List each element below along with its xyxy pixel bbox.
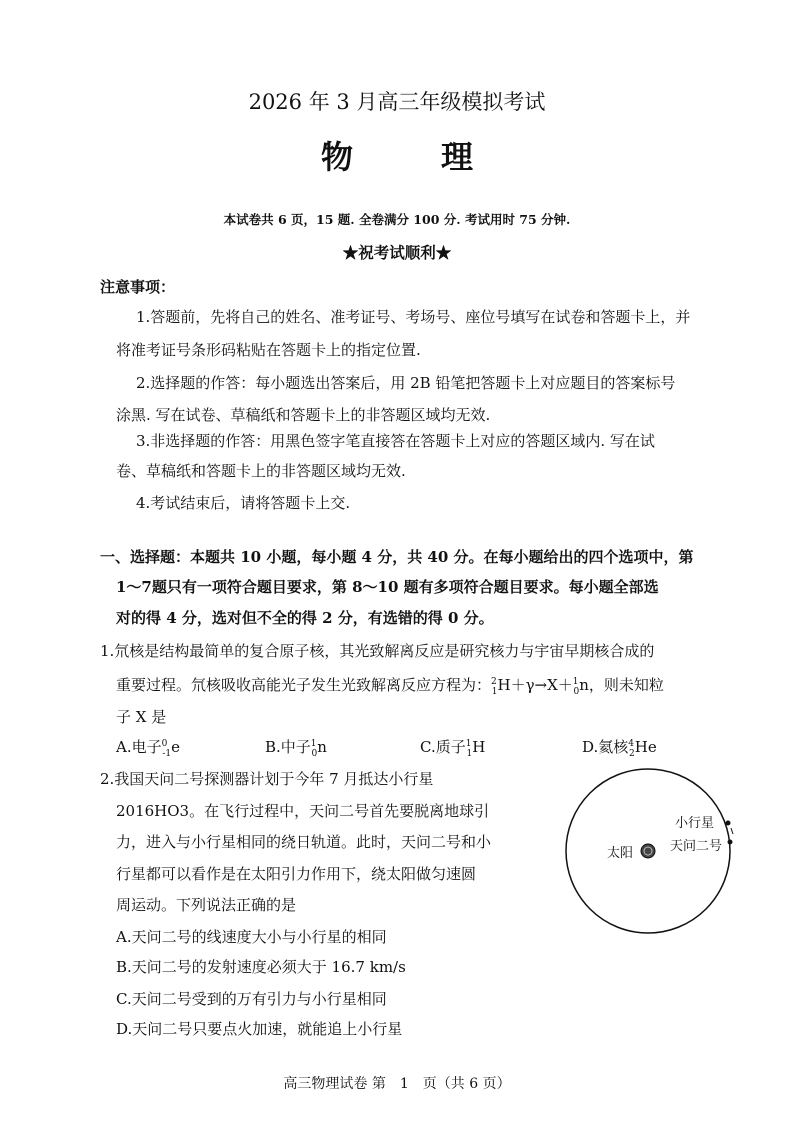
q2-option-b: B.天问二号的发射速度必须大于 16.7 km/s bbox=[116, 958, 406, 976]
section-heading-line: 对的得 4 分，选对但不全的得 2 分，有选错的得 0 分。 bbox=[116, 609, 494, 627]
deuterium-symbol: $^2_1$ bbox=[491, 677, 498, 697]
q2-stem-line: 2.我国天问二号探测器计划于今年 7 月抵达小行星 bbox=[100, 770, 434, 788]
q1-equation: H＋γ→X＋ bbox=[497, 676, 573, 694]
q2-stem-line: 2016HO3。在飞行过程中，天问二号首先要脱离地球引 bbox=[116, 802, 490, 820]
section-heading-line: 1～7题只有一项符合题目要求，第 8～10 题有多项符合题目要求。每小题全部选 bbox=[116, 578, 659, 596]
q2-option-d: D.天问二号只要点火加速，就能追上小行星 bbox=[116, 1020, 403, 1038]
section-heading: 一、选择题：本题共 10 小题，每小题 4 分，共 40 分。在每小题给出的四个选项中，第 bbox=[100, 548, 694, 566]
notes-heading: 注意事项： bbox=[100, 278, 176, 296]
sun-label: 太阳 bbox=[607, 846, 634, 861]
q2-stem-line: 力，进入与小行星相同的绕日轨道。此时，天问二号和小 bbox=[116, 833, 492, 851]
neutron-symbol: $^1_0$ bbox=[572, 677, 580, 697]
q1-stem-line: 子 X 是 bbox=[116, 708, 167, 726]
sun-icon bbox=[641, 844, 655, 858]
notes-line: 4.考试结束后，请将答题卡上交. bbox=[136, 494, 351, 512]
good-luck-banner: ★祝考试顺利★ bbox=[342, 243, 452, 262]
notes-line: 2.选择题的作答：每小题选出答案后，用 2B 铅笔把答题卡上对应题目的答案标号 bbox=[136, 374, 676, 392]
asteroid-label: 小行星 bbox=[675, 816, 715, 831]
q1-stem-line bbox=[116, 674, 664, 697]
q1-stem-text: n，则未知粒 bbox=[579, 676, 664, 694]
q1-stem-text: 重要过程。氘核吸收高能光子发生光致解离反应方程为： bbox=[116, 676, 492, 694]
q1-option-b: B.中子$^1_0$n bbox=[265, 738, 327, 759]
q2-stem-line: 行星都可以看作是在太阳引力作用下，绕太阳做匀速圆 bbox=[116, 865, 477, 883]
probe-label: 天问二号 bbox=[670, 839, 723, 854]
exam-title: 2026 年 3 月高三年级模拟考试 bbox=[248, 90, 546, 114]
notes-line: 1.答题前，先将自己的姓名、准考证号、考场号、座位号填写在试卷和答题卡上，并 bbox=[136, 308, 691, 326]
asteroid-icon bbox=[726, 821, 731, 826]
notes-line: 将准考证号条形码粘贴在答题卡上的指定位置. bbox=[116, 341, 421, 359]
orbit-diagram bbox=[555, 768, 755, 938]
exam-info: 本试卷共 6 页，15 题. 全卷满分 100 分. 考试用时 75 分钟. bbox=[223, 212, 571, 227]
notes-line: 3.非选择题的作答：用黑色签字笔直接答在答题卡上对应的答题区域内. 写在试 bbox=[136, 432, 655, 450]
subject-title: 物 理 bbox=[320, 138, 501, 176]
q1-stem-line: 1.氘核是结构最简单的复合原子核，其光致解离反应是研究核力与宇宙早期核合成的 bbox=[100, 642, 655, 660]
q1-option-a: A.电子$^0_{-1}$e bbox=[116, 738, 181, 759]
q1-option-c: C.质子$^1_1$H bbox=[420, 738, 486, 759]
q2-stem-line: 周运动。下列说法正确的是 bbox=[116, 896, 297, 914]
probe-icon bbox=[728, 840, 733, 845]
q1-option-d: D.氦核$^4_2$He bbox=[582, 738, 657, 759]
notes-line: 涂黑. 写在试卷、草稿纸和答题卡上的非答题区域均无效. bbox=[116, 406, 491, 424]
q2-option-a: A.天问二号的线速度大小与小行星的相同 bbox=[116, 928, 387, 946]
notes-line: 卷、草稿纸和答题卡上的非答题区域均无效. bbox=[116, 462, 406, 480]
q2-option-c: C.天问二号受到的万有引力与小行星相同 bbox=[116, 990, 387, 1008]
page-footer: 高三物理试卷 第 1 页（共 6 页） bbox=[283, 1076, 511, 1092]
